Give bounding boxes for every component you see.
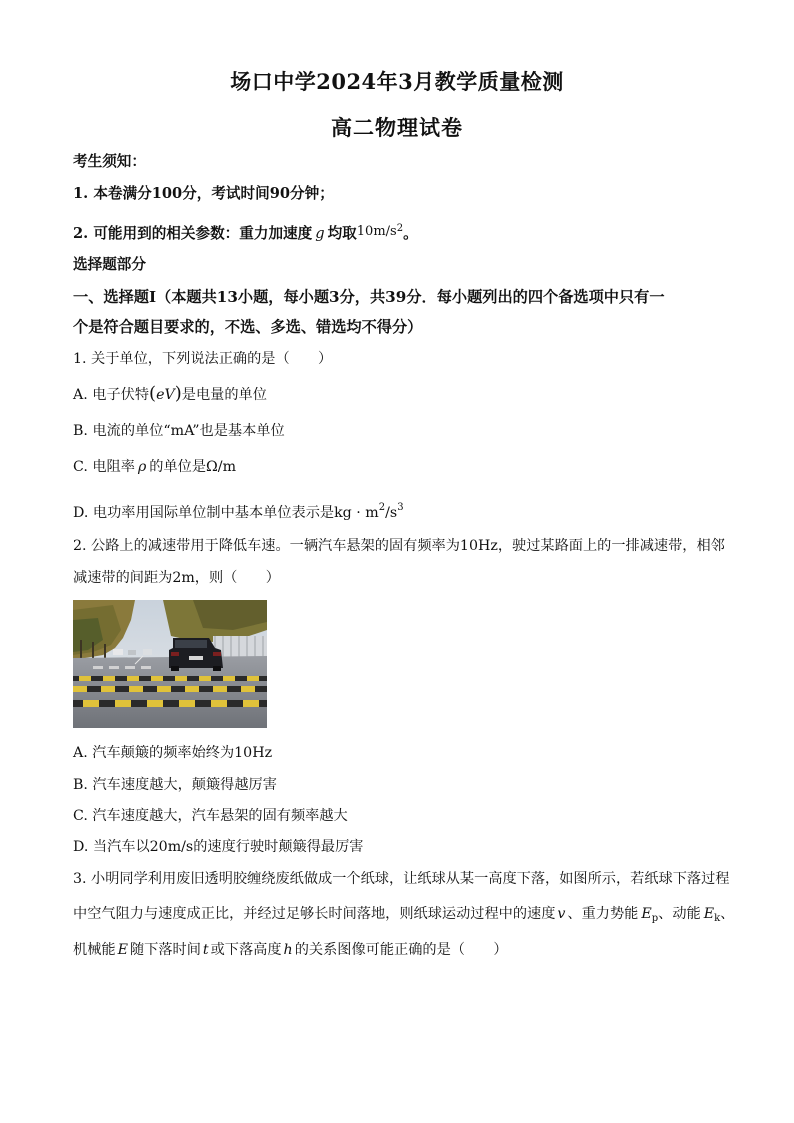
notice-exponent: 2 [396,223,404,234]
q3-stem-line1: 3. 小明同学利用废旧透明胶缠绕废纸做成一个纸球，让纸球从某一高度下落，如图所示，若纸球下落过程 [73,871,730,887]
symbol-rho: ρ [137,459,147,475]
q1-a-label: A. 电子伏特 [73,387,150,403]
paren-open: ( [149,383,157,404]
q1-d-label: D. 电功率用国际单位制中基本单位表示是 [73,505,335,521]
part1-instruction-line2: 个是符合题目要求的，不选、多选、错选均不得分） [73,318,423,336]
symbol-Ek-sub: k [714,913,721,924]
q2-option-c: C. 汽车速度越大，汽车悬架的固有频率越大 [73,808,348,824]
q1-stem: 1. 关于单位，下列说法正确的是（ ） [73,351,333,367]
symbol-E: E [117,942,128,958]
speed-bump-photo [73,600,267,728]
notice-item-2-text: 2. 可能用到的相关参数：重力加速度 [73,225,313,242]
notice-heading: 考生须知： [73,153,146,170]
symbol-t: t [202,942,209,958]
q3-stem-line3 [73,941,508,959]
exam-title: 场口中学2024年3月教学质量检测 [230,69,564,94]
q1-d-exp1: 2 [378,502,386,513]
notice-item-2-text-b: 均取 [327,225,357,242]
q2-stem-line2: 减速带的间距为2m，则（ ） [73,570,280,586]
q3-line3-text-c: 或下落高度 [210,942,282,958]
symbol-v: v [557,906,566,922]
q2-option-b: B. 汽车速度越大，颠簸得越厉害 [73,777,277,793]
symbol-g: g [315,225,325,242]
q1-a-unit: eV [156,387,175,403]
q1-option-d [73,499,404,522]
notice-item-2 [73,220,418,243]
q1-c-label: C. 电阻率 [73,459,135,475]
notice-item-2-end: 。 [403,225,418,242]
symbol-Ep-sub: p [651,913,659,924]
q3-line2-text-a: 中空气阻力与速度成正比，并经过足够长时间落地，则纸球运动过程中的速度 [73,906,556,922]
symbol-Ep: E [641,906,652,922]
symbol-h: h [283,942,293,958]
q3-line2-text-d: 、 [720,906,735,922]
q3-stem-line2 [73,905,734,928]
q1-c-text: 的单位是Ω/m [149,459,237,475]
q1-d-unit: kg · m [334,505,379,521]
section-label: 选择题部分 [73,256,146,273]
part1-instruction-line1: 一、选择题Ⅰ（本题共13小题，每小题3分，共39分．每小题列出的四个备选项中只有一 [73,288,665,306]
exam-subtitle: 高二物理试卷 [331,115,463,140]
notice-item-1: 1. 本卷满分100分，考试时间90分钟； [73,185,334,202]
paren-close: ) [174,383,182,404]
q3-line2-text-b: 、重力势能 [567,906,639,922]
q1-option-a [73,385,267,404]
q2-stem-line1: 2. 公路上的减速带用于降低车速。一辆汽车悬架的固有频率为10Hz，驶过某路面上的一排减速带，相邻 [73,538,725,554]
q1-a-text: 是电量的单位 [181,387,267,403]
speed-bump-photo-drawing [73,600,267,728]
q1-d-exp2: 3 [397,502,404,513]
q3-line3-text-a: 机械能 [73,942,116,958]
notice-value: 10m/s [356,224,397,239]
q1-option-c [73,458,236,476]
q2-option-a: A. 汽车颠簸的频率始终为10Hz [73,745,273,761]
symbol-Ek: E [703,906,715,922]
q1-d-mid: /s [385,505,398,521]
q1-option-b: B. 电流的单位“mA”也是基本单位 [73,423,285,439]
q3-line3-text-d: 的关系图像可能正确的是（ ） [294,942,508,958]
q3-line2-text-c: 、动能 [658,906,701,922]
q2-option-d: D. 当汽车以20m/s的速度行驶时颠簸得最厉害 [73,839,364,855]
q3-line3-text-b: 随下落时间 [129,942,201,958]
